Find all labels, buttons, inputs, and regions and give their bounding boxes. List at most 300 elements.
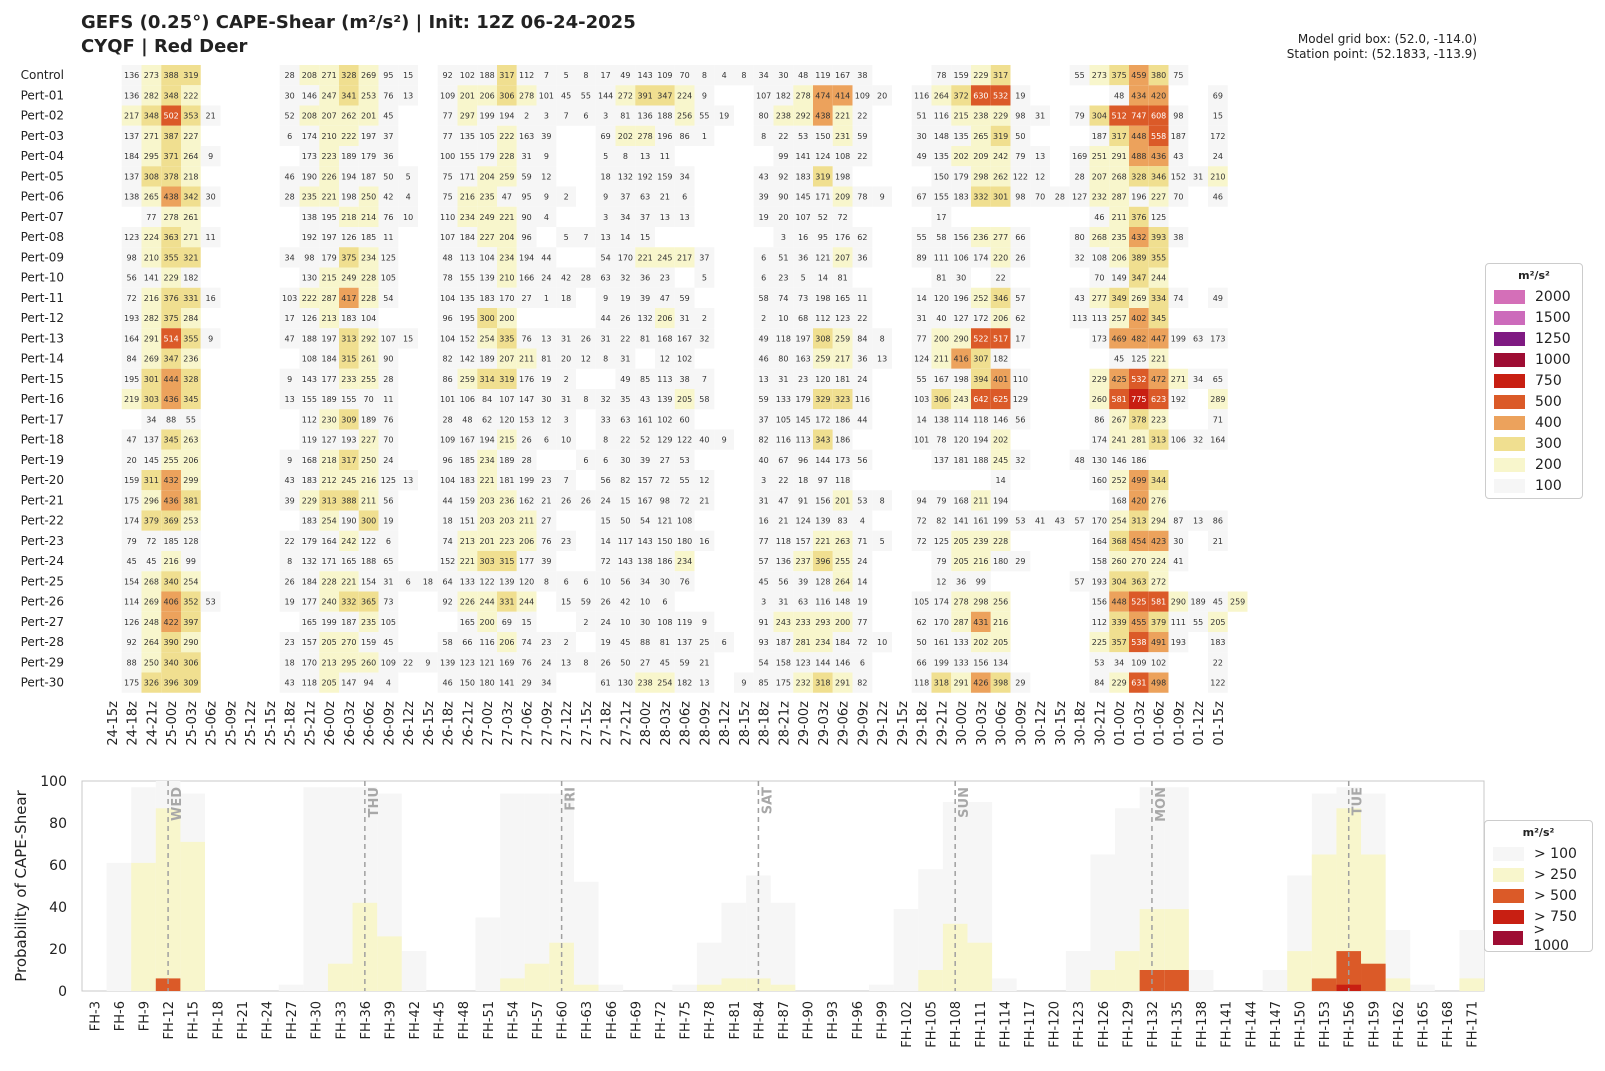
heatmap-cell-value: 260: [360, 658, 377, 668]
heatmap-cell-value: 199: [933, 658, 950, 668]
heatmap-cell-value: 81: [837, 273, 848, 283]
heatmap-cell-value: 110: [439, 212, 456, 222]
heatmap-cell-value: 369: [163, 516, 179, 526]
heatmap-cell-value: 425: [1111, 374, 1127, 384]
heatmap-cell-value: 158: [1091, 557, 1108, 567]
heatmap-cell-value: 281: [1131, 435, 1147, 445]
heatmap-cell-value: 328: [183, 374, 199, 384]
heatmap-cell-value: 417: [341, 293, 357, 303]
heatmap-cell-value: 74: [442, 536, 453, 546]
heatmap-cell-value: 8: [603, 435, 609, 445]
heatmap-cell-value: 200: [834, 617, 851, 627]
heatmap-cell-value: 55: [916, 233, 927, 243]
heatmap-cell-value: 128: [183, 536, 199, 546]
heatmap-cell-value: 34: [1193, 374, 1204, 384]
heatmap-cell-value: 168: [953, 496, 969, 506]
heatmap-cell-value: 198: [834, 172, 851, 182]
heatmap-cell-value: 118: [834, 476, 851, 486]
heatmap-cell-value: 319: [499, 374, 515, 384]
heatmap-x-tick-label: 29-18z: [915, 701, 931, 746]
heatmap-cell-value: 96: [442, 455, 453, 465]
heatmap-cell-value: 205: [1210, 617, 1226, 627]
heatmap-cell-value: 289: [1210, 395, 1226, 405]
heatmap-cell-value: 194: [341, 172, 357, 182]
x-tick-label: FH-75: [678, 1001, 694, 1040]
probability-bar: [328, 787, 353, 991]
heatmap-cell-value: 77: [758, 536, 769, 546]
heatmap-cell-value: 287: [953, 617, 969, 627]
heatmap-cell-value: 50: [1015, 131, 1026, 141]
x-tick-label: FH-117: [1022, 1001, 1038, 1048]
heatmap-cell-value: 42: [620, 597, 631, 607]
heatmap-cell-value: 185: [360, 233, 377, 243]
x-tick-label: FH-15: [186, 1001, 202, 1040]
heatmap-cell-value: 62: [857, 233, 868, 243]
heatmap-cell-value: 45: [659, 658, 670, 668]
heatmap-cell-value: 76: [541, 536, 552, 546]
heatmap-x-tick-label: 01-00z: [1113, 701, 1129, 746]
heatmap-cell-value: 173: [1091, 334, 1108, 344]
heatmap-cell-value: 125: [1150, 212, 1167, 222]
heatmap-cell-value: 390: [163, 638, 179, 648]
heatmap-cell-value: 194: [518, 253, 535, 263]
heatmap-cell-value: 20: [778, 212, 789, 222]
heatmap-x-tick-label: 30-21z: [1093, 701, 1109, 746]
heatmap-cell-value: 212: [321, 476, 337, 486]
heatmap-cell-value: 98: [1015, 192, 1026, 202]
heatmap-cell-value: 49: [620, 71, 631, 81]
heatmap-cell-value: 133: [953, 658, 969, 668]
heatmap-cell-value: 15: [640, 233, 651, 243]
heatmap-cell-value: 81: [620, 111, 631, 121]
heatmap-x-tick-label: 29-03z: [816, 701, 832, 746]
heatmap-cell-value: 229: [163, 273, 179, 283]
heatmap-cell-value: 26: [561, 496, 572, 506]
heatmap-cell-value: 206: [1111, 253, 1127, 263]
x-tick-label: FH-18: [211, 1001, 227, 1040]
heatmap-cell-value: 228: [360, 273, 377, 283]
heatmap-cell-value: 201: [834, 496, 851, 506]
heatmap-cell-value: 259: [815, 354, 831, 364]
heatmap-cell-value: 46: [284, 172, 295, 182]
heatmap-cell-value: 49: [1212, 293, 1223, 303]
heatmap-legend-label: 300: [1535, 435, 1562, 452]
heatmap-cell-value: 107: [380, 334, 397, 344]
heatmap-cell-value: 114: [953, 415, 969, 425]
heatmap-row-label: Pert-05: [20, 169, 64, 184]
heatmap-cell-value: 248: [143, 617, 160, 627]
x-tick-label: FH-147: [1268, 1001, 1284, 1048]
heatmap-cell-value: 71: [857, 536, 868, 546]
heatmap-cell-value: 203: [479, 516, 495, 526]
heatmap-cell-value: 238: [973, 111, 989, 121]
heatmap-cell-value: 218: [183, 172, 199, 182]
x-tick-label: FH-108: [949, 1001, 965, 1048]
heatmap-cell-value: 109: [439, 91, 456, 101]
heatmap-cell-value: 47: [284, 334, 295, 344]
heatmap-cell-value: 6: [682, 192, 688, 202]
heatmap-cell-value: 120: [933, 293, 950, 303]
heatmap-cell-value: 78: [936, 71, 947, 81]
x-tick-label: FH-42: [408, 1001, 424, 1040]
heatmap-cell-value: 221: [479, 476, 495, 486]
heatmap-cell-value: 56: [126, 273, 137, 283]
heatmap-cell-value: 30: [541, 395, 552, 405]
heatmap-cell-value: 56: [778, 577, 789, 587]
probability-bar: [525, 964, 550, 991]
heatmap-cell-value: 211: [518, 354, 535, 364]
heatmap-cell-value: 123: [795, 658, 811, 668]
heatmap-cell-value: 179: [360, 152, 377, 162]
heatmap-row-label: Pert-19: [20, 452, 64, 467]
heatmap-cell-value: 188: [301, 334, 318, 344]
heatmap-cell-value: 92: [126, 638, 137, 648]
heatmap-cell-value: 254: [321, 516, 337, 526]
heatmap-cell-value: 66: [1015, 233, 1026, 243]
heatmap-cell-value: 76: [383, 91, 394, 101]
heatmap-cell-value: 120: [499, 415, 515, 425]
heatmap-cell-value: 78: [936, 435, 947, 445]
heatmap-cell-value: 74: [778, 293, 789, 303]
heatmap-cell-value: 177: [301, 597, 318, 607]
heatmap-cell-value: 34: [758, 71, 769, 81]
heatmap-cell-value: 234: [459, 212, 476, 222]
heatmap-cell-value: 49: [620, 374, 631, 384]
heatmap-cell-value: 221: [341, 577, 357, 587]
heatmap-cell-value: 9: [603, 293, 609, 303]
heatmap-cell-value: 355: [1150, 253, 1167, 263]
heatmap-row-label: Pert-16: [20, 392, 64, 407]
heatmap-cell-value: 432: [1131, 233, 1147, 243]
heatmap-cell-value: 331: [499, 597, 515, 607]
heatmap-cell-value: 38: [1173, 233, 1184, 243]
heatmap-cell-value: 121: [479, 658, 495, 668]
heatmap-cell-value: 6: [583, 111, 589, 121]
heatmap-cell-value: 175: [123, 496, 140, 506]
heatmap-cell-value: 104: [439, 476, 456, 486]
heatmap-row-label: Control: [20, 68, 64, 83]
heatmap-cell-value: 137: [143, 435, 160, 445]
heatmap-cell-value: 123: [123, 233, 140, 243]
heatmap-cell-value: 76: [679, 577, 690, 587]
heatmap-cell-value: 165: [834, 293, 851, 303]
heatmap-cell-value: 64: [442, 577, 453, 587]
heatmap-cell-value: 60: [679, 415, 690, 425]
heatmap-cell-value: 161: [933, 638, 950, 648]
heatmap-cell-value: 227: [479, 233, 495, 243]
heatmap-cell-value: 180: [992, 557, 1009, 567]
heatmap-cell-value: 17: [1015, 334, 1026, 344]
x-tick-label: FH-123: [1072, 1001, 1088, 1048]
heatmap-cell-value: 161: [973, 516, 989, 526]
heatmap-x-tick-label: 29-21z: [935, 701, 951, 746]
heatmap-cell-value: 558: [1150, 131, 1167, 141]
heatmap-cell-value: 340: [163, 577, 179, 587]
heatmap-cell-value: 273: [1091, 71, 1108, 81]
heatmap-cell-value: 284: [183, 314, 199, 324]
heatmap-legend-label: 1500: [1535, 309, 1571, 326]
heatmap-x-tick-label: 25-00z: [165, 701, 181, 746]
heatmap-cell-value: 15: [403, 334, 414, 344]
heatmap-x-tick-label: 28-15z: [737, 701, 753, 746]
heatmap-cell-value: 278: [637, 131, 653, 141]
heatmap-cell-value: 31: [1193, 172, 1204, 182]
heatmap-cell-value: 79: [1074, 111, 1085, 121]
heatmap-cell-value: 130: [617, 678, 634, 688]
heatmap-cell-value: 245: [341, 476, 357, 486]
heatmap-cell-value: 127: [321, 435, 337, 445]
heatmap-cell-value: 143: [617, 557, 634, 567]
heatmap-cell-value: 50: [620, 516, 631, 526]
heatmap-cell-value: 136: [637, 111, 653, 121]
heatmap-cell-value: 517: [992, 334, 1009, 344]
heatmap-row-label: Pert-30: [20, 675, 64, 690]
heatmap-cell-value: 238: [637, 678, 653, 688]
heatmap-cell-value: 91: [758, 617, 769, 627]
heatmap-cell-value: 196: [1131, 192, 1147, 202]
station-point-note: Station point: (52.1833, -113.9): [1286, 47, 1477, 61]
heatmap-cell-value: 45: [758, 577, 769, 587]
heatmap-cell-value: 147: [518, 395, 535, 405]
heatmap-cell-value: 73: [383, 597, 394, 607]
heatmap-cell-value: 91: [798, 496, 809, 506]
heatmap-cell-value: 197: [360, 131, 377, 141]
x-tick-label: FH-81: [727, 1001, 743, 1040]
heatmap-legend-entry: [1486, 412, 1582, 433]
heatmap-cell-value: 282: [143, 314, 160, 324]
heatmap-cell-value: 46: [758, 354, 769, 364]
heatmap-legend-label: 200: [1535, 456, 1562, 473]
heatmap-cell-value: 129: [1012, 395, 1029, 405]
heatmap-cell-value: 482: [1131, 334, 1147, 344]
x-tick-label: FH-60: [555, 1001, 571, 1040]
heatmap-cell-value: 20: [561, 354, 572, 364]
heatmap-cell-value: 236: [499, 496, 515, 506]
heatmap-cell-value: 3: [563, 415, 569, 425]
heatmap-cell-value: 234: [360, 253, 377, 263]
heatmap-cell-value: 76: [521, 658, 532, 668]
heatmap-cell-value: 189: [360, 415, 377, 425]
heatmap-cell-value: 18: [600, 172, 611, 182]
heatmap-cell-value: 444: [163, 374, 179, 384]
heatmap-cell-value: 263: [183, 435, 199, 445]
heatmap-cell-value: 177: [321, 374, 337, 384]
heatmap-cell-value: 9: [741, 678, 747, 688]
heatmap-cell-value: 474: [815, 91, 831, 101]
heatmap-cell-value: 254: [183, 577, 199, 587]
heatmap-cell-value: 207: [834, 253, 851, 263]
heatmap-cell-value: 141: [499, 678, 515, 688]
heatmap-cell-value: 1: [701, 131, 707, 141]
heatmap-cell-value: 164: [123, 334, 140, 344]
heatmap-cell-value: 216: [992, 617, 1009, 627]
heatmap-cell-value: 79: [936, 557, 947, 567]
heatmap-cell-value: 162: [518, 496, 535, 506]
heatmap-cell-value: 169: [499, 658, 515, 668]
heatmap-cell-value: 11: [383, 395, 394, 405]
heatmap-cell-value: 318: [933, 678, 950, 688]
heatmap-legend-entry: [1486, 370, 1582, 391]
heatmap-cell-value: 203: [479, 496, 495, 506]
heatmap-cell-value: 345: [163, 435, 179, 445]
heatmap-cell-value: 175: [123, 678, 140, 688]
probability-legend-label: > 250: [1534, 866, 1577, 883]
x-tick-label: FH-66: [604, 1001, 620, 1040]
heatmap-cell-value: 13: [659, 212, 670, 222]
heatmap-cell-value: 8: [603, 354, 609, 364]
heatmap-cell-value: 165: [459, 617, 476, 627]
heatmap-row-label: Pert-11: [20, 290, 64, 305]
heatmap-cell-value: 122: [360, 536, 377, 546]
heatmap-cell-value: 194: [992, 496, 1009, 506]
heatmap-cell-value: 24: [383, 455, 394, 465]
heatmap-cell-value: 66: [916, 658, 927, 668]
heatmap-cell-value: 174: [933, 597, 950, 607]
heatmap-cell-value: 205: [321, 638, 337, 648]
x-tick-label: FH-144: [1244, 1001, 1260, 1048]
heatmap-cell-value: 34: [541, 678, 552, 688]
heatmap-cell-value: 163: [518, 131, 535, 141]
heatmap-cell-value: 202: [992, 435, 1009, 445]
heatmap-cell-value: 335: [499, 334, 515, 344]
heatmap-cell-value: 229: [992, 111, 1009, 121]
x-tick-label: FH-99: [875, 1001, 891, 1040]
heatmap-x-tick-label: 30-09z: [1014, 701, 1030, 746]
heatmap-cell-value: 332: [341, 597, 357, 607]
heatmap-cell-value: 150: [933, 172, 950, 182]
heatmap-row-label: Pert-29: [20, 655, 64, 670]
heatmap-cell-value: 137: [123, 172, 140, 182]
heatmap-cell-value: 105: [380, 273, 397, 283]
probability-bar: [328, 964, 353, 991]
heatmap-cell-value: 124: [815, 152, 831, 162]
heatmap-cell-value: 14: [600, 536, 611, 546]
heatmap-cell-value: 148: [834, 597, 851, 607]
heatmap-cell-value: 18: [798, 476, 809, 486]
heatmap-cell-value: 363: [1131, 577, 1147, 587]
heatmap-cell-value: 317: [499, 71, 515, 81]
heatmap-cell-value: 116: [854, 395, 871, 405]
heatmap-cell-value: 108: [1091, 253, 1108, 263]
heatmap-cell-value: 146: [834, 658, 851, 668]
heatmap-cell-value: 379: [1150, 617, 1167, 627]
x-tick-label: FH-51: [481, 1001, 497, 1040]
heatmap-cell-value: 88: [126, 658, 137, 668]
heatmap-cell-value: 89: [916, 253, 927, 263]
heatmap-cell-value: 321: [183, 253, 199, 263]
x-tick-label: FH-162: [1391, 1001, 1407, 1048]
heatmap-cell-value: 86: [442, 374, 453, 384]
heatmap-cell-value: 73: [798, 293, 809, 303]
heatmap-cell-value: 29: [1015, 557, 1026, 567]
heatmap-cell-value: 301: [143, 374, 160, 384]
heatmap-cell-value: 19: [600, 638, 611, 648]
heatmap-cell-value: 211: [360, 496, 377, 506]
heatmap-cell-value: 318: [815, 678, 831, 688]
probability-bar: [894, 909, 919, 991]
heatmap-cell-value: 166: [518, 273, 535, 283]
heatmap-cell-value: 168: [657, 334, 673, 344]
heatmap-cell-value: 306: [933, 395, 950, 405]
heatmap-cell-value: 326: [143, 678, 160, 688]
heatmap-x-tick-label: 30-15z: [1053, 701, 1069, 746]
heatmap-legend-entry: [1486, 349, 1582, 370]
heatmap-cell-value: 136: [123, 71, 140, 81]
heatmap-cell-value: 40: [699, 435, 710, 445]
heatmap-cell-value: 198: [953, 374, 969, 384]
heatmap-cell-value: 132: [617, 172, 634, 182]
heatmap-cell-value: 234: [815, 638, 831, 648]
heatmap-cell-value: 106: [459, 395, 476, 405]
heatmap-cell-value: 112: [518, 71, 535, 81]
heatmap-cell-value: 295: [143, 152, 160, 162]
heatmap-cell-value: 581: [1150, 597, 1167, 607]
heatmap-cell-value: 59: [758, 395, 769, 405]
heatmap-cell-value: 193: [1091, 577, 1108, 587]
heatmap-cell-value: 378: [163, 172, 179, 182]
heatmap-cell-value: 29: [1015, 678, 1026, 688]
heatmap-cell-value: 142: [459, 354, 476, 364]
heatmap-cell-value: 631: [1131, 678, 1147, 688]
heatmap-cell-value: 182: [775, 91, 792, 101]
heatmap-cell-value: 172: [973, 314, 989, 324]
heatmap-cell-value: 209: [834, 192, 851, 202]
heatmap-cell-value: 31: [561, 334, 572, 344]
heatmap-cell-value: 357: [1111, 638, 1127, 648]
heatmap-cell-value: 301: [992, 192, 1009, 202]
y-tick-label: 0: [58, 984, 67, 1000]
heatmap-cell-value: 24: [857, 374, 868, 384]
heatmap-cell-value: 59: [679, 658, 690, 668]
chart-title: GEFS (0.25°) CAPE-Shear (m²/s²) | Init: 12Z 06-24-2025: [81, 12, 636, 33]
heatmap-cell-value: 109: [657, 71, 673, 81]
heatmap-cell-value: 434: [1131, 91, 1147, 101]
heatmap-cell-value: 608: [1150, 111, 1167, 121]
heatmap-cell-value: 538: [1131, 638, 1147, 648]
heatmap-cell-value: 155: [341, 395, 357, 405]
heatmap-legend-entry: [1486, 286, 1582, 307]
x-tick-label: FH-138: [1195, 1001, 1211, 1048]
heatmap-x-tick-label: 30-18z: [1073, 701, 1089, 746]
heatmap-cell-value: 54: [640, 516, 651, 526]
heatmap-cell-value: 104: [439, 293, 456, 303]
heatmap-cell-value: 235: [301, 192, 318, 202]
heatmap-cell-value: 269: [143, 354, 160, 364]
heatmap-cell-value: 46: [442, 678, 453, 688]
heatmap-cell-value: 272: [1150, 577, 1167, 587]
heatmap-cell-value: 96: [442, 314, 453, 324]
heatmap-cell-value: 228: [360, 293, 377, 303]
heatmap-cell-value: 31: [778, 597, 789, 607]
heatmap-cell-value: 340: [163, 658, 179, 668]
heatmap-cell-value: 205: [321, 678, 337, 688]
heatmap-cell-value: 32: [699, 334, 710, 344]
heatmap-cell-value: 259: [834, 334, 851, 344]
heatmap-cell-value: 331: [183, 293, 199, 303]
heatmap-cell-value: 10: [877, 638, 888, 648]
heatmap-cell-value: 27: [521, 293, 532, 303]
heatmap-cell-value: 82: [442, 354, 453, 364]
heatmap-cell-value: 125: [380, 253, 397, 263]
heatmap-cell-value: 70: [1173, 192, 1184, 202]
heatmap-cell-value: 14: [916, 293, 927, 303]
heatmap-cell-value: 31: [383, 577, 394, 587]
heatmap-legend-swatch: [1494, 374, 1525, 388]
heatmap-x-tick-label: 28-21z: [777, 701, 793, 746]
heatmap-cell-value: 71: [1212, 415, 1223, 425]
x-tick-label: FH-69: [629, 1001, 645, 1040]
heatmap-cell-value: 9: [543, 152, 549, 162]
